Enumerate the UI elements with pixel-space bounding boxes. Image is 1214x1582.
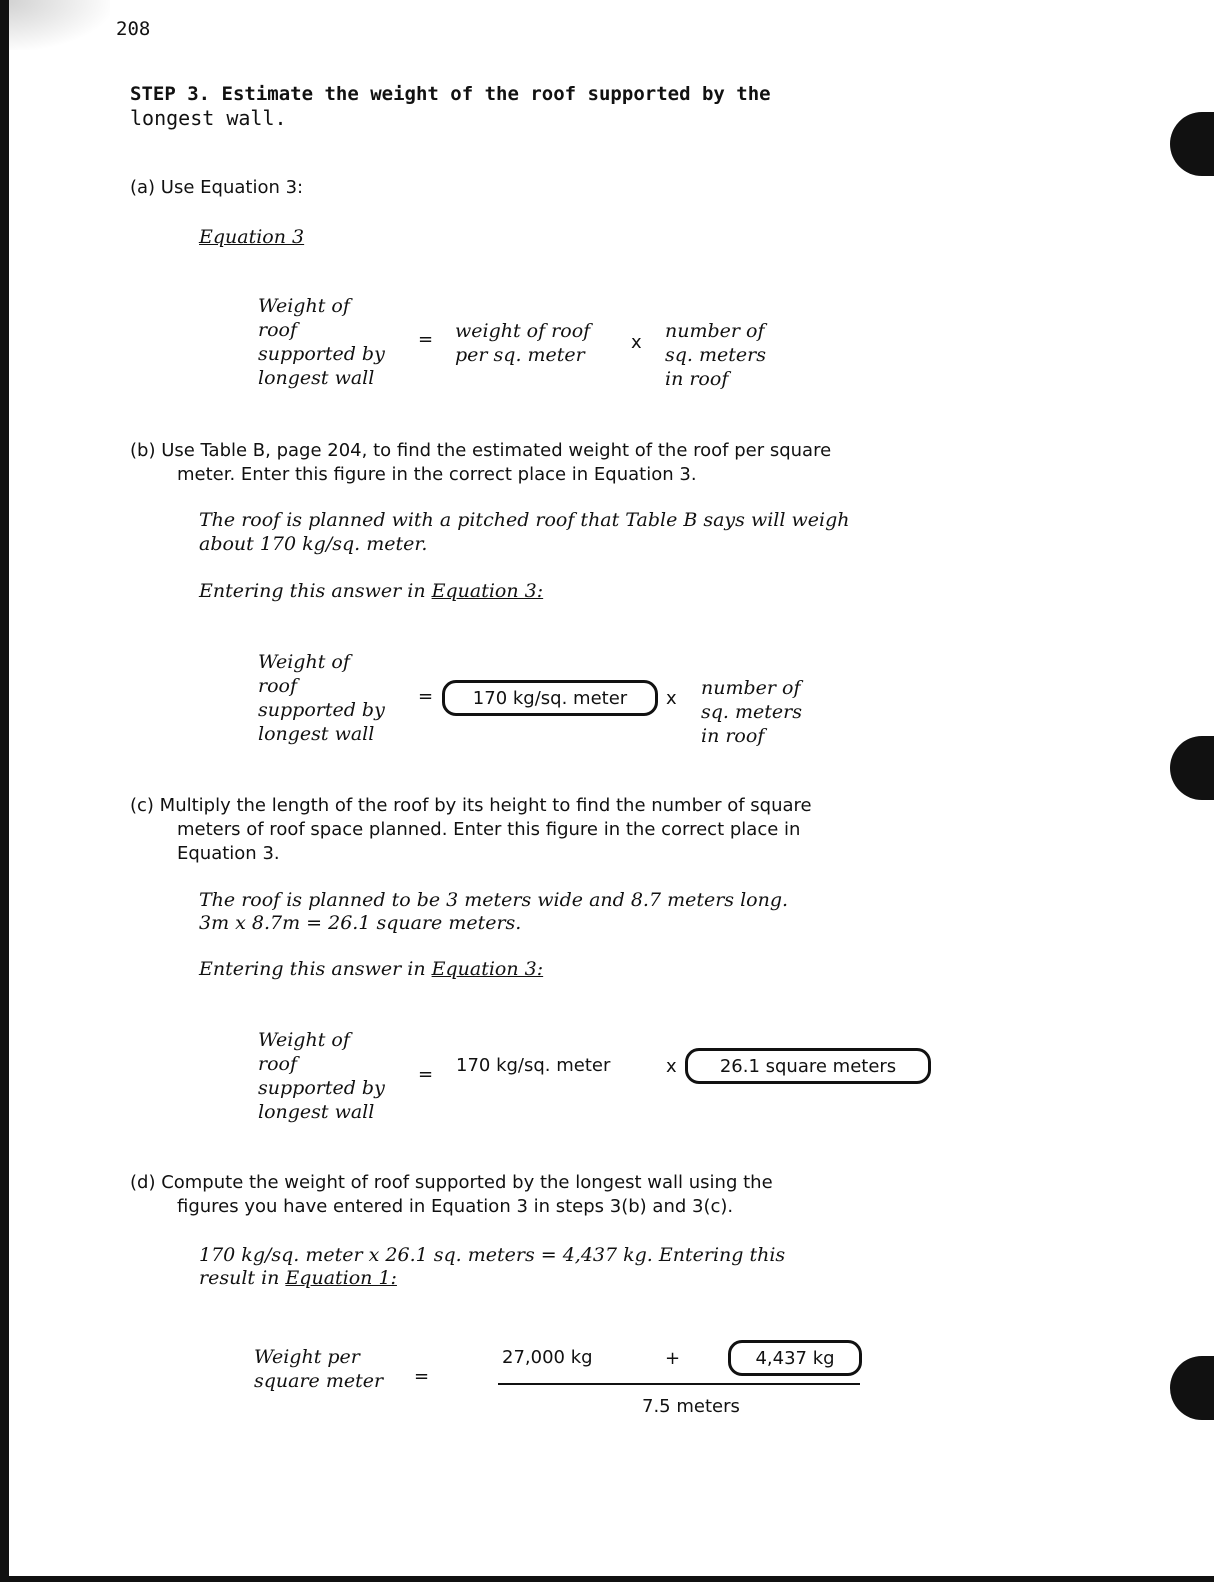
part-c-line3: Equation 3. xyxy=(177,843,280,864)
equation-3-lhs: Weight of roof supported by longest wall xyxy=(258,295,385,389)
numerator-base-weight: 27,000 kg xyxy=(502,1347,593,1368)
equation-b-factor2: number of sq. meters in roof xyxy=(701,677,802,747)
scan-shading xyxy=(0,0,110,50)
times-sign: x xyxy=(631,332,642,353)
part-c-note-line1: The roof is planned to be 3 meters wide and 8.7 meters long. xyxy=(199,889,789,911)
part-c-line2: meters of roof space planned. Enter this figure in the correct place in xyxy=(177,819,801,840)
equals-sign: = xyxy=(418,1064,434,1085)
binder-hole xyxy=(1170,1356,1214,1420)
boxed-roof-area: 26.1 square meters xyxy=(685,1048,931,1084)
times-sign: x xyxy=(666,1056,677,1077)
denominator-wall-length: 7.5 meters xyxy=(642,1396,740,1417)
equation-c-lhs: Weight of roof supported by longest wall xyxy=(258,1029,385,1123)
times-sign: x xyxy=(666,688,677,709)
boxed-roof-total: 4,437 kg xyxy=(728,1340,862,1376)
step-heading-line2: longest wall. xyxy=(130,106,287,130)
part-b-entering: Entering this answer in Equation 3: xyxy=(199,580,544,602)
page-number: 208 xyxy=(116,18,151,40)
part-d-line1: (d) Compute the weight of roof supported by the longest wall using the xyxy=(130,1172,773,1193)
step-heading-line1: STEP 3. Estimate the weight of the roof supported by the xyxy=(130,83,771,105)
equation-3-factor1: weight of roof per sq. meter xyxy=(455,320,591,366)
equation-1-lhs: Weight per square meter xyxy=(254,1346,384,1392)
part-b-line1: (b) Use Table B, page 204, to find the estimated weight of the roof per square xyxy=(130,440,832,461)
part-c-entering: Entering this answer in Equation 3: xyxy=(199,958,544,980)
equation-3-title: Equation 3 xyxy=(199,226,305,248)
part-c-line1: (c) Multiply the length of the roof by its height to find the number of square xyxy=(130,795,812,816)
part-c-note-line2: 3m x 8.7m = 26.1 square meters. xyxy=(199,912,522,934)
equals-sign: = xyxy=(418,329,434,350)
part-b-line2: meter. Enter this figure in the correct place in Equation 3. xyxy=(177,464,697,485)
binder-hole xyxy=(1170,736,1214,800)
equation-b-lhs: Weight of roof supported by longest wall xyxy=(258,651,385,745)
boxed-roof-weight: 170 kg/sq. meter xyxy=(442,680,658,716)
equation-3-factor2: number of sq. meters in roof xyxy=(665,320,766,390)
binder-hole xyxy=(1170,112,1214,176)
part-a-text: (a) Use Equation 3: xyxy=(130,177,304,198)
part-b-note-line2: about 170 kg/sq. meter. xyxy=(199,533,428,555)
part-d-note-line1: 170 kg/sq. meter x 26.1 sq. meters = 4,437 kg. Entering this xyxy=(199,1244,786,1266)
scan-left-edge xyxy=(0,0,9,1582)
scan-bottom-edge xyxy=(0,1576,1214,1582)
part-d-line2: figures you have entered in Equation 3 in steps 3(b) and 3(c). xyxy=(177,1196,734,1217)
part-d-note-line2: result in Equation 1: xyxy=(199,1267,397,1289)
equals-sign: = xyxy=(414,1366,430,1387)
equals-sign: = xyxy=(418,686,434,707)
plus-sign: + xyxy=(665,1348,681,1369)
part-b-note-line1: The roof is planned with a pitched roof that Table B says will weigh xyxy=(199,509,850,531)
fraction-bar xyxy=(498,1383,860,1385)
roof-weight-factor: 170 kg/sq. meter xyxy=(456,1055,611,1076)
